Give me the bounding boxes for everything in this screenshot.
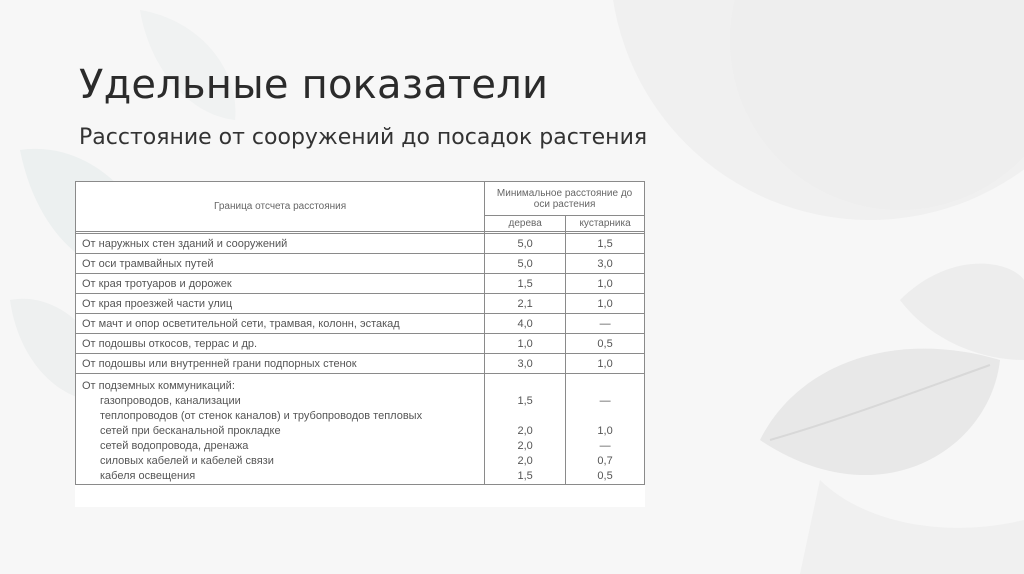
shrubs-value: — bbox=[599, 440, 611, 452]
page-title: Удельные показатели bbox=[79, 62, 549, 108]
shrubs-value: 0,5 bbox=[566, 334, 645, 354]
underground-trees-values bbox=[485, 374, 566, 485]
trees-value: 5,0 bbox=[485, 234, 566, 254]
column-header-boundary: Граница отсчета расстояния bbox=[76, 182, 485, 232]
shrubs-value: 1,5 bbox=[566, 234, 645, 254]
underground-label: От подземных коммуникаций: bbox=[82, 380, 235, 392]
table-row bbox=[76, 234, 645, 254]
table-row bbox=[76, 294, 645, 314]
row-label: От края проезжей части улиц bbox=[76, 294, 485, 314]
table-row bbox=[76, 274, 645, 294]
shrubs-value: 1,0 bbox=[597, 425, 613, 437]
trees-value: 1,5 bbox=[517, 395, 533, 407]
underground-item-label: сетей при бесканальной прокладке bbox=[100, 425, 281, 437]
shrubs-value: 1,0 bbox=[566, 294, 645, 314]
trees-value: 2,1 bbox=[485, 294, 566, 314]
row-label: От оси трамвайных путей bbox=[76, 254, 485, 274]
shrubs-value: 1,0 bbox=[566, 274, 645, 294]
distance-table-container bbox=[75, 181, 645, 507]
row-label: От подошвы откосов, террас и др. bbox=[76, 334, 485, 354]
shrubs-value: 3,0 bbox=[566, 254, 645, 274]
page-subtitle: Расстояние от сооружений до посадок растения bbox=[79, 125, 648, 150]
underground-description bbox=[76, 374, 485, 485]
table-row bbox=[76, 354, 645, 374]
underground-item-label: сетей водопровода, дренажа bbox=[100, 440, 249, 452]
trees-value: 1,5 bbox=[485, 274, 566, 294]
trees-value: 4,0 bbox=[485, 314, 566, 334]
trees-value: 3,0 bbox=[485, 354, 566, 374]
underground-item-label: теплопроводов (от стенок каналов) и трубопроводов тепловых bbox=[100, 410, 423, 422]
column-header-shrubs: кустарника bbox=[566, 216, 645, 232]
column-header-trees: дерева bbox=[485, 216, 566, 232]
column-header-min-distance: Минимальное расстояние до оси растения bbox=[485, 182, 645, 216]
trees-value: 5,0 bbox=[485, 254, 566, 274]
underground-item-label: кабеля освещения bbox=[100, 470, 196, 482]
row-label: От края тротуаров и дорожек bbox=[76, 274, 485, 294]
trees-value: 1,5 bbox=[517, 470, 533, 482]
trees-value: 1,0 bbox=[485, 334, 566, 354]
table-row bbox=[76, 314, 645, 334]
distance-table bbox=[75, 181, 645, 485]
shrubs-value: 0,7 bbox=[597, 455, 613, 467]
trees-value: 2,0 bbox=[517, 455, 533, 467]
trees-value: 2,0 bbox=[517, 425, 533, 437]
shrubs-value: — bbox=[566, 314, 645, 334]
shrubs-value: 0,5 bbox=[597, 470, 613, 482]
table-row bbox=[76, 334, 645, 354]
row-label: От мачт и опор осветительной сети, трамвая, колонн, эстакад bbox=[76, 314, 485, 334]
table-row bbox=[76, 254, 645, 274]
table-row-underground bbox=[76, 374, 645, 485]
trees-value: 2,0 bbox=[517, 440, 533, 452]
underground-item-label: газопроводов, канализации bbox=[100, 395, 241, 407]
underground-shrubs-values bbox=[566, 374, 645, 485]
underground-item-label: силовых кабелей и кабелей связи bbox=[100, 455, 274, 467]
row-label: От подошвы или внутренней грани подпорных стенок bbox=[76, 354, 485, 374]
row-label: От наружных стен зданий и сооружений bbox=[76, 234, 485, 254]
shrubs-value: 1,0 bbox=[566, 354, 645, 374]
shrubs-value: — bbox=[599, 395, 611, 407]
